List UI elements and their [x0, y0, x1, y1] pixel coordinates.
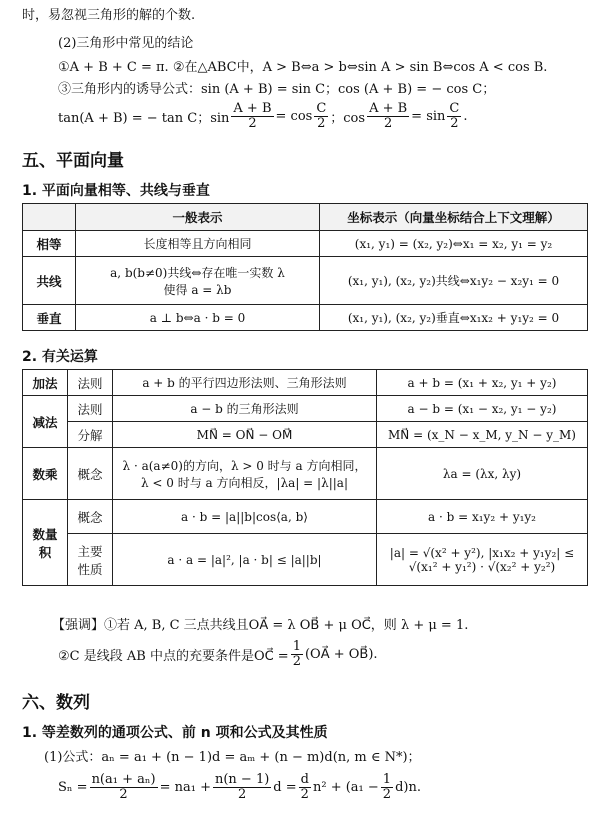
op-desc-line1: λ · a(a≠0)的方向，λ > 0 时与 a 方向相同， [122, 458, 367, 473]
op-coord-line2: √(x₁² + y₁²) · √(x₂² + y₂²) [408, 559, 556, 574]
row-general [76, 257, 320, 305]
conclusions-title: (2)三角形中常见的结论 [58, 36, 194, 51]
table-row [23, 422, 588, 448]
op-desc: a · a = |a|², |a · b| ≤ |a||b| [113, 534, 377, 586]
op-desc: a − b 的三角形法则 [113, 396, 377, 422]
arithmetic-general-term: (1)公式：aₙ = a₁ + (n − 1)d = aₘ + (n − m)d(n, m ∈ N*)； [44, 750, 421, 765]
table-header-coordinate: 坐标表示（向量坐标结合上下文理解） [320, 204, 588, 231]
emphasis-collinear: 【强调】①若 A, B, C 三点共线且OA⃗ = λ OB⃗ + μ OC⃗，则 λ + μ = 1. [52, 618, 469, 633]
sub-decompose: 分解 [68, 422, 113, 448]
table-row [23, 257, 588, 305]
vector-operations-table [22, 369, 588, 586]
op-coord: a − b = (x₁ − x₂, y₁ − y₂) [377, 396, 588, 422]
subsection-title-operations: 2. 有关运算 [22, 349, 98, 365]
group-dot-product-top: 数量 [32, 526, 58, 542]
induction-formula: tan(A + B) = − tan C；sin $\frac{A + B}{2}$ = cos $\frac{C}{2}$ ；cos $\frac{A + B}{2}$ = sin $\frac{C}{2}$ . [58, 100, 468, 131]
table-row [23, 448, 588, 500]
subsection-title-arithmetic-sequence: 1. 等差数列的通项公式、前 n 项和公式及其性质 [22, 725, 328, 741]
section-title-vectors: 五、平面向量 [22, 151, 124, 171]
row-label-perpendicular: 垂直 [23, 305, 76, 331]
op-coord: λa = (λx, λy) [377, 448, 588, 500]
op-coord: a + b = (x₁ + x₂, y₁ + y₂) [377, 370, 588, 396]
sub-main-properties-top: 主要 [77, 543, 103, 559]
arithmetic-sum-formula: Sₙ = $\frac{\text{n(a₁ + aₙ)}}{2}$ = na₁ + $\frac{n(n - 1)}{2}$ d = $\frac{d}{2}$ n² + (a₁ − $\frac{1}{2}$ d)n. [58, 771, 421, 802]
op-desc: a + b 的平行四边形法则、三角形法则 [113, 370, 377, 396]
emphasis-midpoint: ②C 是线段 AB 中点的充要条件是OC⃗ = $\frac{1}{2}$ (OA⃗ + OB⃗). [58, 638, 378, 669]
table-row [23, 370, 588, 396]
table-row [23, 396, 588, 422]
table-row [23, 500, 588, 534]
op-coord [377, 534, 588, 586]
row-general-line1: a, b(b≠0)共线⇔存在唯一实数 λ [110, 265, 285, 280]
op-desc: a · b = |a||b|cos⟨a, b⟩ [113, 500, 377, 534]
conclusion-3: ③三角形内的诱导公式：sin (A + B) = sin C；cos (A + B) = − cos C； [58, 82, 496, 97]
table-header-general: 一般表示 [76, 204, 320, 231]
conclusion-1-2: ①A + B + C = π. ②在△ABC中，A > B⇔a > b⇔sin A > sin B⇔cos A < cos B. [58, 60, 548, 75]
section-title-sequences: 六、数列 [22, 693, 90, 713]
op-desc-line2: λ < 0 时与 a 方向相反，|λa| = |λ||a| [141, 475, 348, 490]
vector-relations-table [22, 203, 588, 331]
row-general: a ⊥ b⇔a · b = 0 [76, 305, 320, 331]
sub-concept: 概念 [68, 500, 113, 534]
row-general-line2: 使得 a = λb [163, 282, 232, 297]
sub-main-properties-bottom: 性质 [77, 561, 103, 577]
row-label-collinear: 共线 [23, 257, 76, 305]
group-dot-product-bottom: 积 [38, 544, 52, 560]
op-coord: a · b = x₁y₂ + y₁y₂ [377, 500, 588, 534]
sub-concept: 概念 [68, 448, 113, 500]
row-coordinate: (x₁, y₁), (x₂, y₂)共线⇔x₁y₂ − x₂y₁ = 0 [320, 257, 588, 305]
group-scalar-multiply: 数乘 [23, 448, 68, 500]
table-row [23, 231, 588, 257]
row-general: 长度相等且方向相同 [76, 231, 320, 257]
intro-line: 时，易忽视三角形的解的个数. [22, 8, 196, 23]
group-subtract: 减法 [23, 396, 68, 448]
op-coord: MN⃗ = (x_N − x_M, y_N − y_M) [377, 422, 588, 448]
row-coordinate: (x₁, y₁), (x₂, y₂)垂直⇔x₁x₂ + y₁y₂ = 0 [320, 305, 588, 331]
sub-rule: 法则 [68, 370, 113, 396]
sub-main-properties [68, 534, 113, 586]
row-label-equal: 相等 [23, 231, 76, 257]
table-row [23, 534, 588, 586]
op-desc [113, 448, 377, 500]
table-header-empty [23, 204, 76, 231]
table-row [23, 305, 588, 331]
subsection-title-equal-collinear-perpendicular: 1. 平面向量相等、共线与垂直 [22, 183, 210, 199]
sub-rule: 法则 [68, 396, 113, 422]
op-coord-line1: |a| = √(x² + y²), |x₁x₂ + y₁y₂| ≤ [389, 545, 575, 560]
row-coordinate: (x₁, y₁) = (x₂, y₂)⇔x₁ = x₂, y₁ = y₂ [320, 231, 588, 257]
group-dot-product [23, 500, 68, 586]
group-add: 加法 [23, 370, 68, 396]
op-desc: MN⃗ = ON⃗ − OM⃗ [113, 422, 377, 448]
